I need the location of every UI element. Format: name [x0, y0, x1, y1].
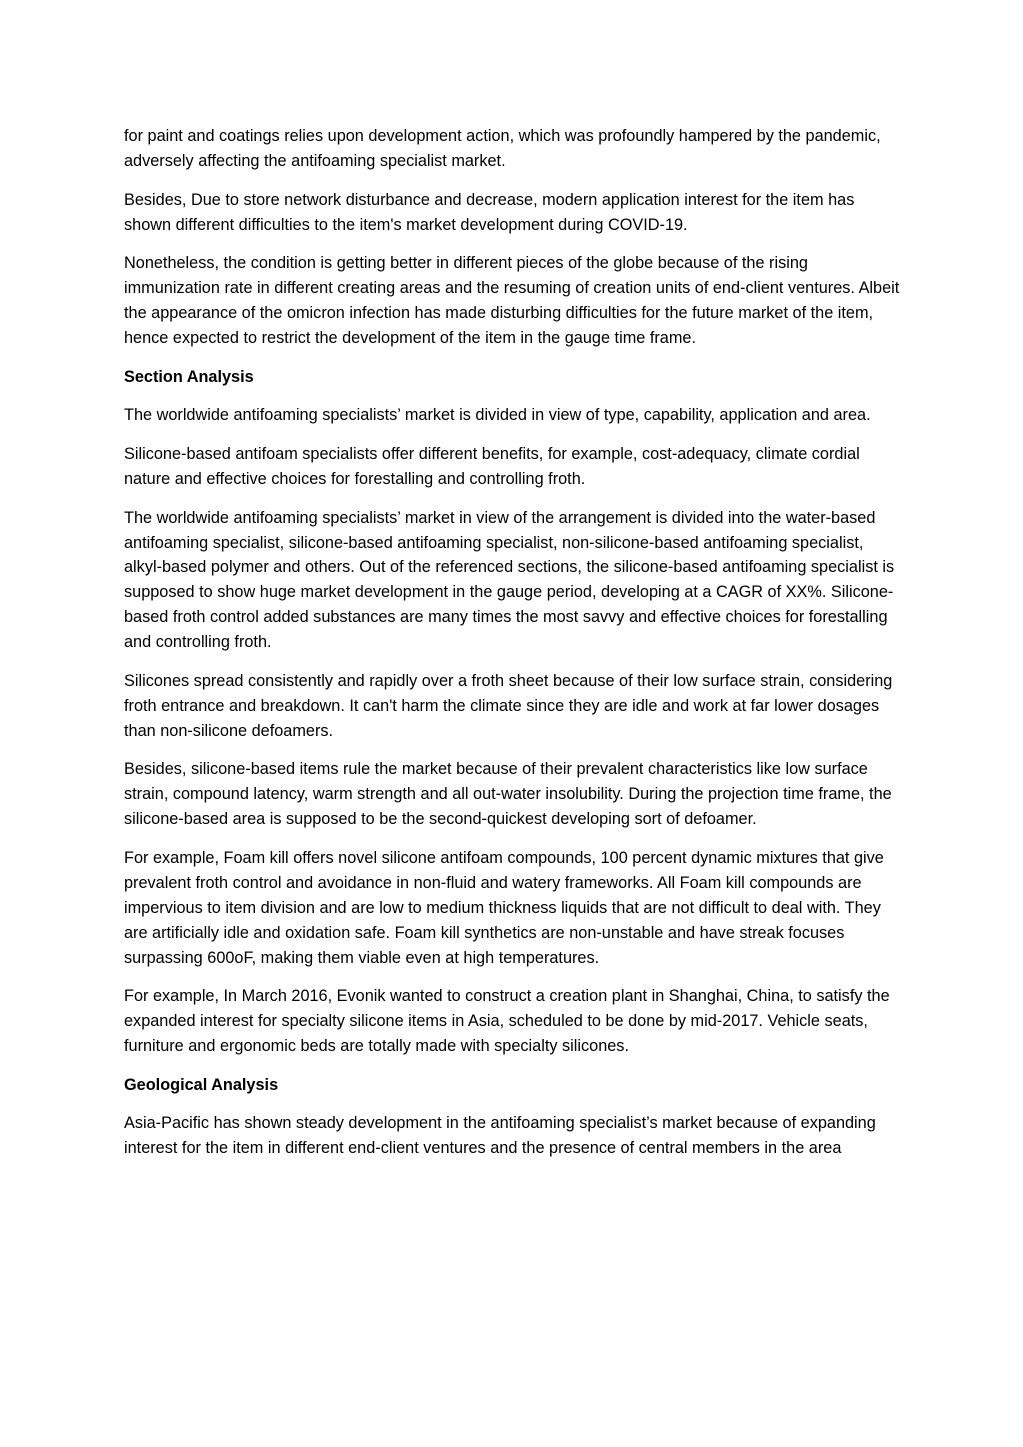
paragraph: Nonetheless, the condition is getting better in different pieces of the globe because of the rising immunization rate in different creating areas and the resuming of creation units of end-client ventures. Albeit the appearance of the omicron infection has made disturbing difficulties for the future market of the item, hence expected to restrict the development of the item in the gauge time frame.: [124, 254, 900, 347]
paragraph: The worldwide antifoaming specialists’ market is divided in view of type, capability, application and area.: [124, 406, 871, 425]
paragraph: For example, Foam kill offers novel silicone antifoam compounds, 100 percent dynamic mixtures that give prevalent froth control and avoidance in non-fluid and watery frameworks. All Foam kill compounds are impervious to item division and are low to medium thickness liquids that are not difficult to deal with. They are artificially idle and oxidation safe. Foam kill synthetics are non-unstable and have streak focuses surpassing 600oF, making them viable even at high temperatures.: [124, 848, 884, 967]
document-page: [124, 124, 900, 1175]
paragraph: for paint and coatings relies upon development action, which was profoundly hampered by the pandemic, adversely affecting the antifoaming specialist market.: [124, 127, 881, 170]
paragraph: Besides, Due to store network disturbance and decrease, modern application interest for the item has shown different difficulties to the item's market development during COVID-19.: [124, 190, 855, 234]
section-heading: Geological Analysis: [124, 1075, 279, 1094]
paragraph: Silicones spread consistently and rapidly over a froth sheet because of their low surface strain, considering froth entrance and breakdown. It can't harm the climate since they are idle and work at far lower dosages than non-silicone defoamers.: [124, 671, 893, 740]
paragraph: Asia-Pacific has shown steady development in the antifoaming specialist’s market because of expanding interest for the item in different end-client ventures and the presence of central members in the area: [124, 1114, 876, 1158]
paragraph: For example, In March 2016, Evonik wanted to construct a creation plant in Shanghai, China, to satisfy the expanded interest for specialty silicone items in Asia, scheduled to be done by mid-2017. Vehicle seats, furniture and ergonomic beds are totally made with specialty silicones.: [124, 987, 890, 1056]
paragraph: Silicone-based antifoam specialists offer different benefits, for example, cost-adequacy, climate cordial nature and effective choices for forestalling and controlling froth.: [124, 445, 860, 488]
paragraph: The worldwide antifoaming specialists’ market in view of the arrangement is divided into the water-based antifoaming specialist, silicone-based antifoaming specialist, non-silicone-based antifoaming specialist, alkyl-based polymer and others. Out of the referenced sections, the silicone-based antifoaming specialist is supposed to show huge market development in the gauge period, developing at a CAGR of XX%. Silicone-based froth control added substances are many times the most savvy and effective choices for forestalling and controlling froth.: [124, 508, 895, 652]
section-heading: Section Analysis: [124, 367, 254, 386]
paragraph: Besides, silicone-based items rule the market because of their prevalent characteristics like low surface strain, compound latency, warm strength and all out-water insolubility. During the projection time frame, the silicone-based area is supposed to be the second-quickest developing sort of defoamer.: [124, 760, 892, 829]
